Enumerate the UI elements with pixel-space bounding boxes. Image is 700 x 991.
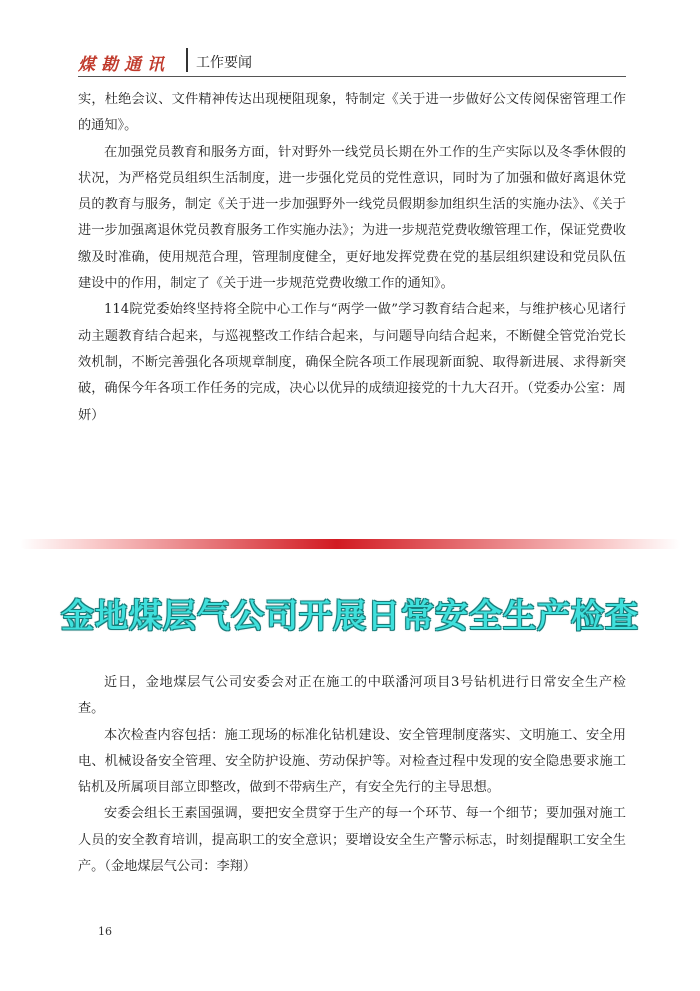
article-2-paragraph-2: 本次检查内容包括：施工现场的标准化钻机建设、安全管理制度落实、文明施工、安全用电、机械设备安全管理、安全防护设施、劳动保护等。对检查过程中发现的安全隐患要求施工钻机及所属项目部立即整改，做到不带病生产，有安全先行的主导思想。 bbox=[78, 727, 626, 796]
article-1-body bbox=[78, 87, 626, 429]
article-2-paragraph-3: 安委会组长王素国强调，要把安全贯穿于生产的每一个环节、每一个细节；要加强对施工人员的安全教育培训，提高职工的安全意识；要增设安全生产警示标志，时刻提醒职工安全生产。（金地煤层气公司：李翔） bbox=[78, 806, 626, 875]
page-number: 16 bbox=[98, 925, 112, 938]
article-1-paragraph-3: 114院党委始终坚持将全院中心工作与“两学一做”学习教育结合起来，与维护核心见诸行动主题教育结合起来，与巡视整改工作结合起来，与问题导向结合起来，不断健全管党治党长效机制，不断完善强化各项规章制度，确保全院各项工作展现新面貌、取得新进展、求得新突破，确保今年各项工作任务的完成，决心以优异的成绩迎接党的十九大召开。（党委办公室：周妍） bbox=[78, 302, 626, 423]
article-2-title: 金地煤层气公司开展日常安全生产检查 bbox=[61, 596, 639, 635]
article-1-paragraph-1: 实，杜绝会议、文件精神传达出现梗阻现象，特制定《关于进一步做好公文传阅保密管理工作的通知》。 bbox=[78, 92, 626, 134]
header-divider bbox=[186, 48, 188, 72]
header-rule bbox=[78, 76, 626, 77]
article-1-paragraph-2: 在加强党员教育和服务方面，针对野外一线党员长期在外工作的生产实际以及冬季休假的状况，为严格党员组织生活制度，进一步强化党员的党性意识，同时为了加强和做好离退休党员的教育与服务，制定《关于进一步加强野外一线党员假期参加组织生活的实施办法》、《关于进一步加强离退休党员教育服务工作实施办法》；为进一步规范党费收缴管理工作，保证党费收缴及时准确，使用规范合理，管理制度健全，更好地发挥党费在党的基层组织建设和党员队伍建设中的作用，制定了《关于进一步规范党费收缴工作的通知》。 bbox=[78, 144, 626, 292]
article-2-paragraph-1: 近日，金地煤层气公司安委会对正在施工的中联潘河项目3号钻机进行日常安全生产检查。 bbox=[78, 675, 626, 717]
page-header bbox=[78, 48, 626, 78]
section-divider bbox=[20, 539, 680, 549]
newsletter-brand: 煤勘通讯 bbox=[78, 55, 170, 75]
article-2-body bbox=[78, 670, 626, 880]
section-name: 工作要闻 bbox=[196, 55, 252, 71]
